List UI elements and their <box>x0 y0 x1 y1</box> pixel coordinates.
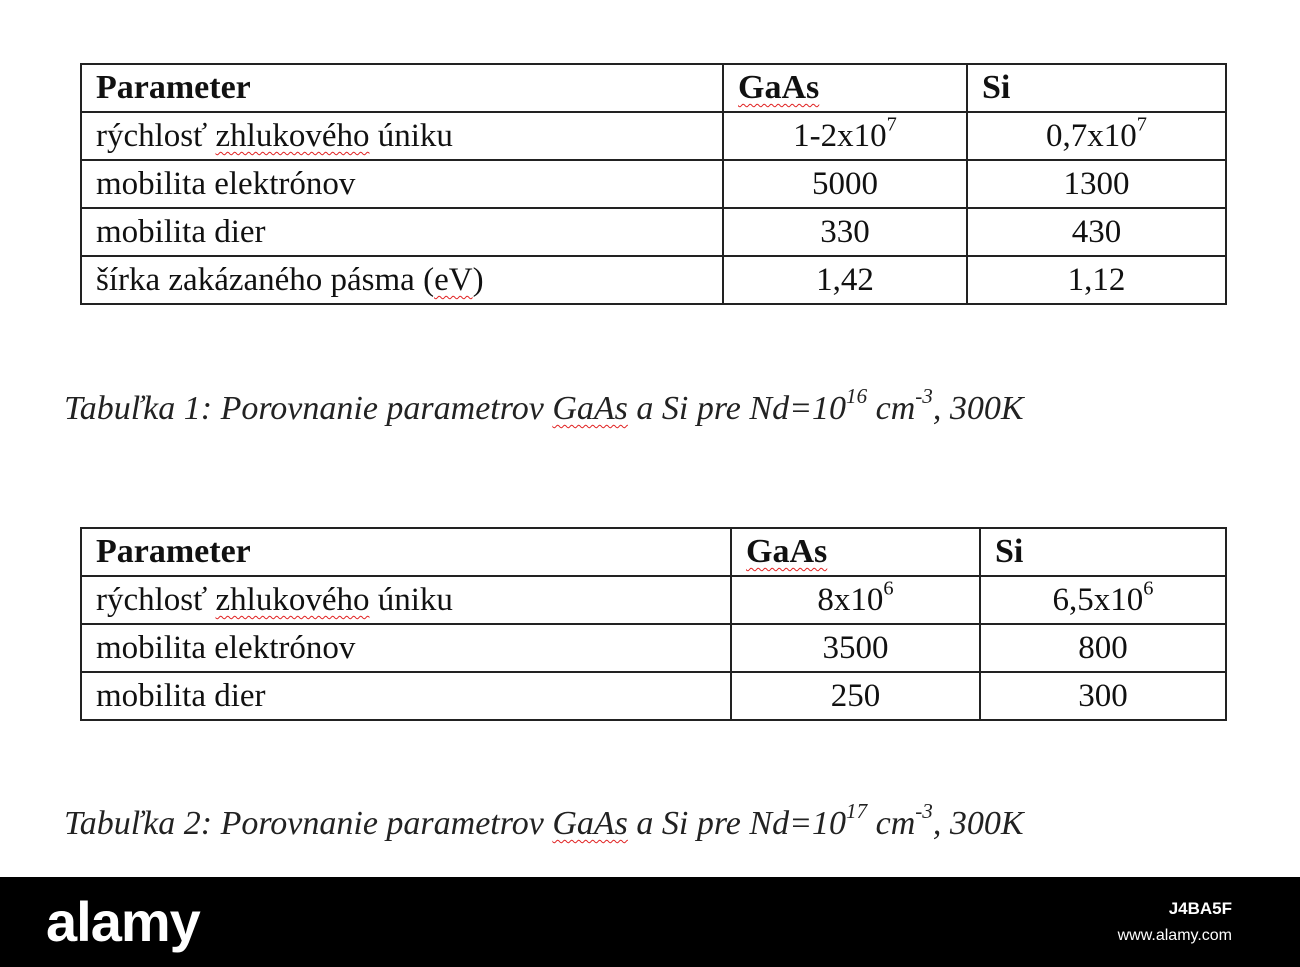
gaas-value <box>723 112 967 160</box>
image-id-label: J4BA5F <box>1168 899 1232 918</box>
caption-text: , 300K <box>932 805 1024 842</box>
alamy-logo: alamy <box>46 890 200 953</box>
caption-exponent: -3 <box>915 384 933 409</box>
caption-exponent: -3 <box>915 799 933 824</box>
value-base: 6,5x10 <box>1052 582 1144 618</box>
header-gaas <box>723 64 967 112</box>
table-row <box>81 256 1226 304</box>
caption-exponent: 17 <box>846 799 868 824</box>
spellcheck-word: zhlukového <box>215 118 370 154</box>
si-value: 300 <box>980 672 1226 720</box>
spellcheck-word: GaAs <box>552 390 628 427</box>
spellcheck-word: GaAs <box>738 69 820 106</box>
caption-text: a Si pre Nd=10 <box>627 805 847 842</box>
gaas-value <box>731 576 980 624</box>
table-row <box>81 576 1226 624</box>
spellcheck-word: zhlukového <box>215 582 370 618</box>
si-value <box>967 112 1226 160</box>
gaas-value: 3500 <box>731 624 980 672</box>
spellcheck-word: GaAs <box>746 533 828 570</box>
table-row <box>81 672 1226 720</box>
caption-text: Tabuľka 2: Porovnanie parametrov <box>64 805 553 842</box>
caption-text: , 300K <box>932 390 1024 427</box>
row-label: mobilita elektrónov <box>81 624 731 672</box>
label-text: úniku <box>369 118 453 154</box>
row-label <box>81 256 723 304</box>
row-label <box>81 112 723 160</box>
caption-text: cm <box>867 805 916 842</box>
label-text: rýchlosť <box>96 118 216 154</box>
si-value: 1,12 <box>967 256 1226 304</box>
si-value <box>980 576 1226 624</box>
header-si: Si <box>980 528 1226 576</box>
value-exponent: 7 <box>1136 113 1147 136</box>
row-label: mobilita elektrónov <box>81 160 723 208</box>
caption-text: a Si pre Nd=10 <box>627 390 847 427</box>
watermark-bar <box>0 877 1300 967</box>
header-parameter: Parameter <box>81 528 731 576</box>
label-text: úniku <box>369 582 453 618</box>
table-header-row <box>81 528 1226 576</box>
si-value: 1300 <box>967 160 1226 208</box>
value-base: 8x10 <box>817 582 884 618</box>
table-2-caption <box>64 799 1264 843</box>
header-si: Si <box>967 64 1226 112</box>
table-1-caption <box>64 384 1264 428</box>
row-label: mobilita dier <box>81 672 731 720</box>
table-row <box>81 624 1226 672</box>
label-text: ) <box>472 262 484 298</box>
value-exponent: 6 <box>883 577 894 600</box>
label-text: šírka zakázaného pásma ( <box>96 262 435 298</box>
value-exponent: 6 <box>1143 577 1154 600</box>
caption-exponent: 16 <box>846 384 868 409</box>
row-label <box>81 576 731 624</box>
caption-text: Tabuľka 1: Porovnanie parametrov <box>64 390 553 427</box>
row-label: mobilita dier <box>81 208 723 256</box>
si-value: 800 <box>980 624 1226 672</box>
value-base: 1-2x10 <box>793 118 887 154</box>
label-text: rýchlosť <box>96 582 216 618</box>
gaas-value: 5000 <box>723 160 967 208</box>
parameter-table-2 <box>80 527 1227 721</box>
parameter-table-1 <box>80 63 1227 305</box>
site-url-label: www.alamy.com <box>1117 927 1232 944</box>
header-parameter: Parameter <box>81 64 723 112</box>
header-gaas <box>731 528 980 576</box>
table-row <box>81 160 1226 208</box>
value-base: 0,7x10 <box>1046 118 1137 154</box>
gaas-value: 1,42 <box>723 256 967 304</box>
value-exponent: 7 <box>886 113 897 136</box>
si-value: 430 <box>967 208 1226 256</box>
table-row <box>81 208 1226 256</box>
table-header-row <box>81 64 1226 112</box>
gaas-value: 250 <box>731 672 980 720</box>
spellcheck-word: eV <box>434 262 473 298</box>
gaas-value: 330 <box>723 208 967 256</box>
table-row <box>81 112 1226 160</box>
spellcheck-word: GaAs <box>552 805 628 842</box>
caption-text: cm <box>867 390 916 427</box>
